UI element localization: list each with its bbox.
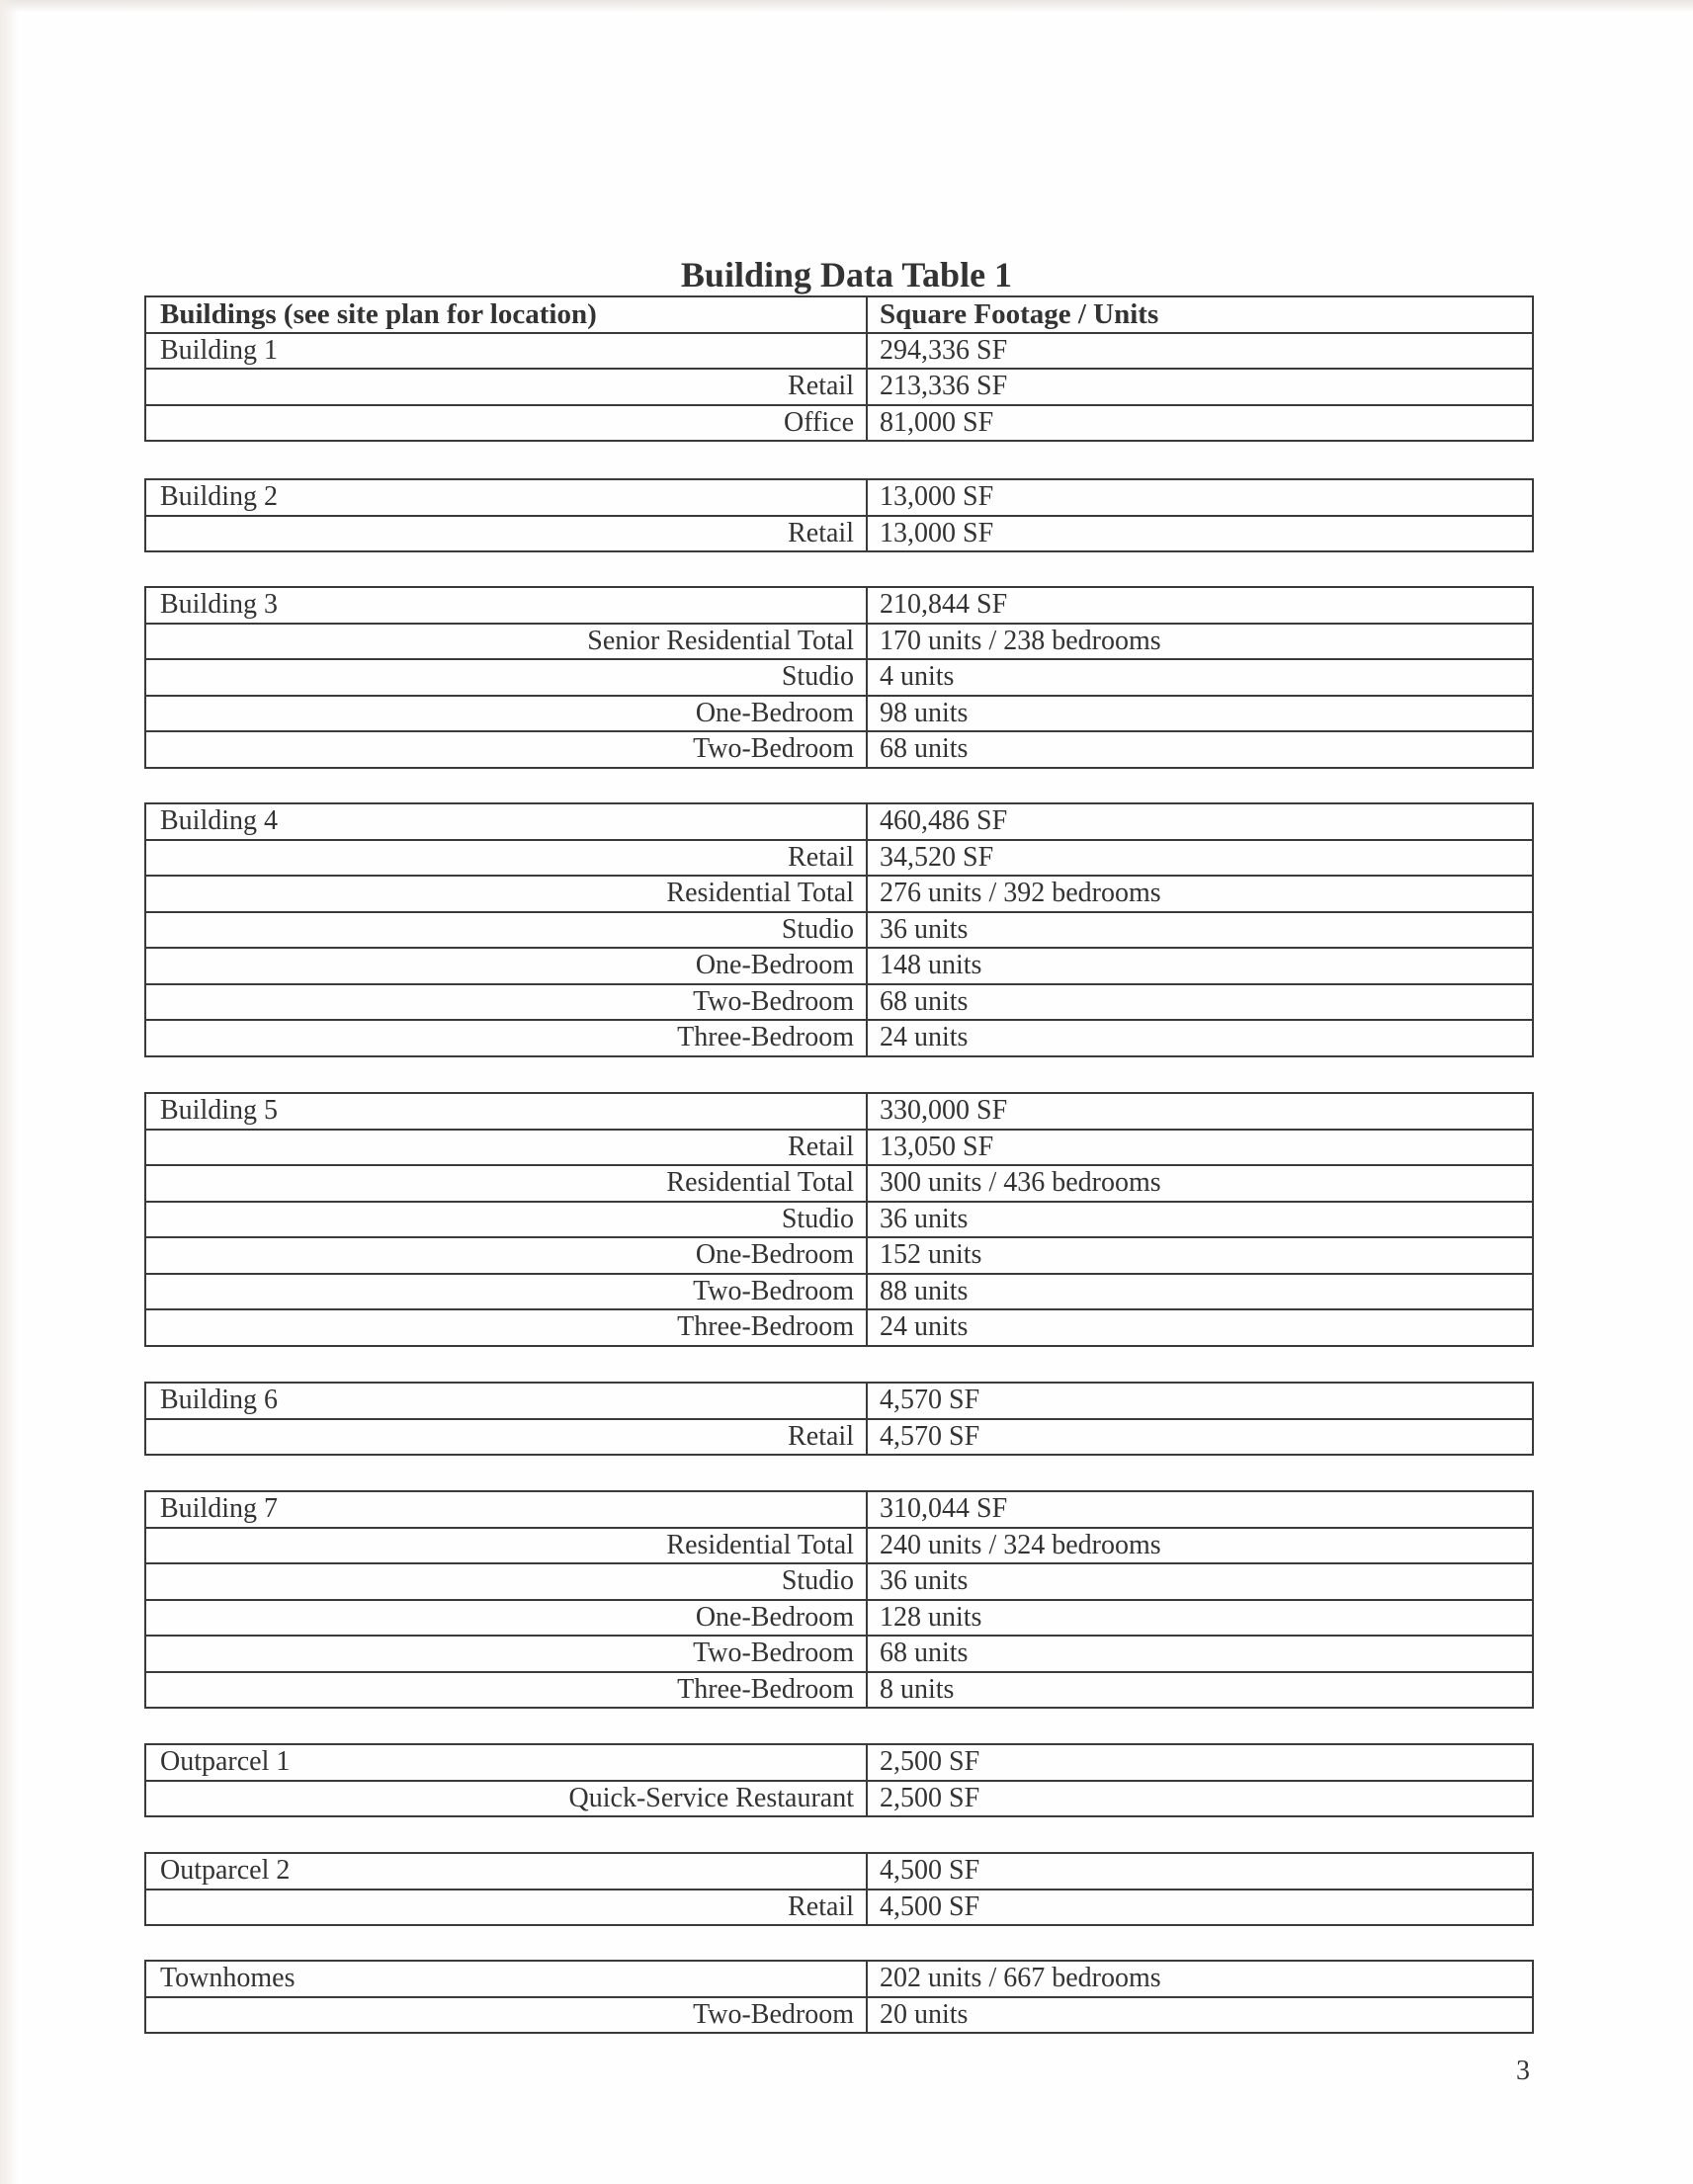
row-value: 88 units [867,1274,1533,1310]
row-value: 24 units [867,1309,1533,1346]
table-row [145,1491,1533,1528]
row-label: One-Bedroom [145,948,867,984]
row-value: 13,000 SF [867,516,1533,552]
building-total: 210,844 SF [867,587,1533,624]
row-value: 34,520 SF [867,840,1533,877]
row-value: 300 units / 436 bedrooms [867,1165,1533,1202]
row-label: Three-Bedroom [145,1020,867,1056]
building-total: 2,500 SF [867,1744,1533,1781]
building-name: Outparcel 1 [145,1744,867,1781]
row-label: Residential Total [145,1528,867,1564]
row-label: Studio [145,1563,867,1600]
table-row [145,1890,1533,1926]
page-title: Building Data Table 1 [680,255,1013,294]
row-label: Retail [145,840,867,877]
row-label: Quick-Service Restaurant [145,1781,867,1817]
row-value: 8 units [867,1672,1533,1709]
table-row [145,1600,1533,1637]
table-row [145,1383,1533,1419]
building-2-block [144,478,1534,552]
table-row [145,1274,1533,1310]
table-row [145,405,1533,442]
building-name: Building 3 [145,587,867,624]
building-name: Building 1 [145,333,867,370]
row-label: Residential Total [145,1165,867,1202]
row-label: Three-Bedroom [145,1672,867,1709]
row-label: Three-Bedroom [145,1309,867,1346]
row-value: 36 units [867,912,1533,949]
building-5-block [144,1092,1534,1347]
row-value: 152 units [867,1237,1533,1274]
row-label: Studio [145,1202,867,1238]
building-6-block [144,1382,1534,1456]
townhomes-block [144,1960,1534,2034]
table-row [145,369,1533,405]
table-row [145,516,1533,552]
building-total: 13,000 SF [867,479,1533,516]
table-row [145,1165,1533,1202]
building-total: 310,044 SF [867,1491,1533,1528]
building-name: Building 2 [145,479,867,516]
row-value: 2,500 SF [867,1781,1533,1817]
header-square-footage: Square Footage / Units [867,296,1533,333]
row-value: 13,050 SF [867,1130,1533,1166]
row-label: Two-Bedroom [145,1274,867,1310]
table-row [145,624,1533,660]
row-value: 24 units [867,1020,1533,1056]
scan-edge-left [0,0,18,2184]
row-label: One-Bedroom [145,696,867,732]
table-row [145,1636,1533,1672]
table-row [145,1961,1533,1997]
outparcel-2-block [144,1852,1534,1926]
table-row [145,840,1533,877]
row-label: Retail [145,1890,867,1926]
table-row [145,1563,1533,1600]
table-row [145,659,1533,696]
table-row [145,984,1533,1021]
row-value: 68 units [867,1636,1533,1672]
row-label: One-Bedroom [145,1237,867,1274]
row-label: One-Bedroom [145,1600,867,1637]
table-row [145,479,1533,516]
row-value: 170 units / 238 bedrooms [867,624,1533,660]
table-row [145,912,1533,949]
row-label: Two-Bedroom [145,984,867,1021]
row-value: 81,000 SF [867,405,1533,442]
table-row [145,1237,1533,1274]
outparcel-1-block [144,1743,1534,1817]
building-name: Building 7 [145,1491,867,1528]
table-header-row [145,296,1533,333]
row-value: 68 units [867,984,1533,1021]
table-row [145,731,1533,768]
building-total: 330,000 SF [867,1093,1533,1130]
building-total: 460,486 SF [867,803,1533,840]
row-value: 4 units [867,659,1533,696]
scan-edge-top [0,0,1693,12]
row-value: 213,336 SF [867,369,1533,405]
row-value: 36 units [867,1563,1533,1600]
row-value: 4,500 SF [867,1890,1533,1926]
table-row [145,948,1533,984]
row-label: Two-Bedroom [145,1636,867,1672]
building-total: 294,336 SF [867,333,1533,370]
row-label: Studio [145,659,867,696]
table-row [145,1672,1533,1709]
table-row [145,1419,1533,1456]
table-row [145,1020,1533,1056]
building-7-block [144,1490,1534,1709]
table-row [145,1997,1533,2034]
building-total: 4,500 SF [867,1853,1533,1890]
table-row [145,587,1533,624]
table-row [145,1781,1533,1817]
row-label: Retail [145,1419,867,1456]
row-label: Retail [145,516,867,552]
row-value: 68 units [867,731,1533,768]
table-row [145,333,1533,370]
table-row [145,1528,1533,1564]
row-label: Retail [145,369,867,405]
row-value: 98 units [867,696,1533,732]
row-value: 148 units [867,948,1533,984]
row-value: 4,570 SF [867,1419,1533,1456]
building-1-block [144,295,1534,442]
row-label: Two-Bedroom [145,731,867,768]
row-label: Office [145,405,867,442]
row-value: 20 units [867,1997,1533,2034]
row-label: Senior Residential Total [145,624,867,660]
table-row [145,1744,1533,1781]
row-value: 36 units [867,1202,1533,1238]
building-total: 202 units / 667 bedrooms [867,1961,1533,1997]
table-row [145,1853,1533,1890]
table-row [145,1309,1533,1346]
header-buildings: Buildings (see site plan for location) [145,296,867,333]
building-name: Building 5 [145,1093,867,1130]
building-name: Townhomes [145,1961,867,1997]
building-3-block [144,586,1534,769]
table-row [145,1093,1533,1130]
building-total: 4,570 SF [867,1383,1533,1419]
table-row [145,1130,1533,1166]
page-number: 3 [1516,2056,1530,2086]
table-row [145,876,1533,912]
table-row [145,696,1533,732]
row-value: 128 units [867,1600,1533,1637]
building-name: Building 4 [145,803,867,840]
row-label: Retail [145,1130,867,1166]
building-name: Building 6 [145,1383,867,1419]
table-row [145,803,1533,840]
table-row [145,1202,1533,1238]
row-value: 240 units / 324 bedrooms [867,1528,1533,1564]
row-value: 276 units / 392 bedrooms [867,876,1533,912]
row-label: Two-Bedroom [145,1997,867,2034]
row-label: Residential Total [145,876,867,912]
building-4-block [144,802,1534,1057]
row-label: Studio [145,912,867,949]
building-name: Outparcel 2 [145,1853,867,1890]
